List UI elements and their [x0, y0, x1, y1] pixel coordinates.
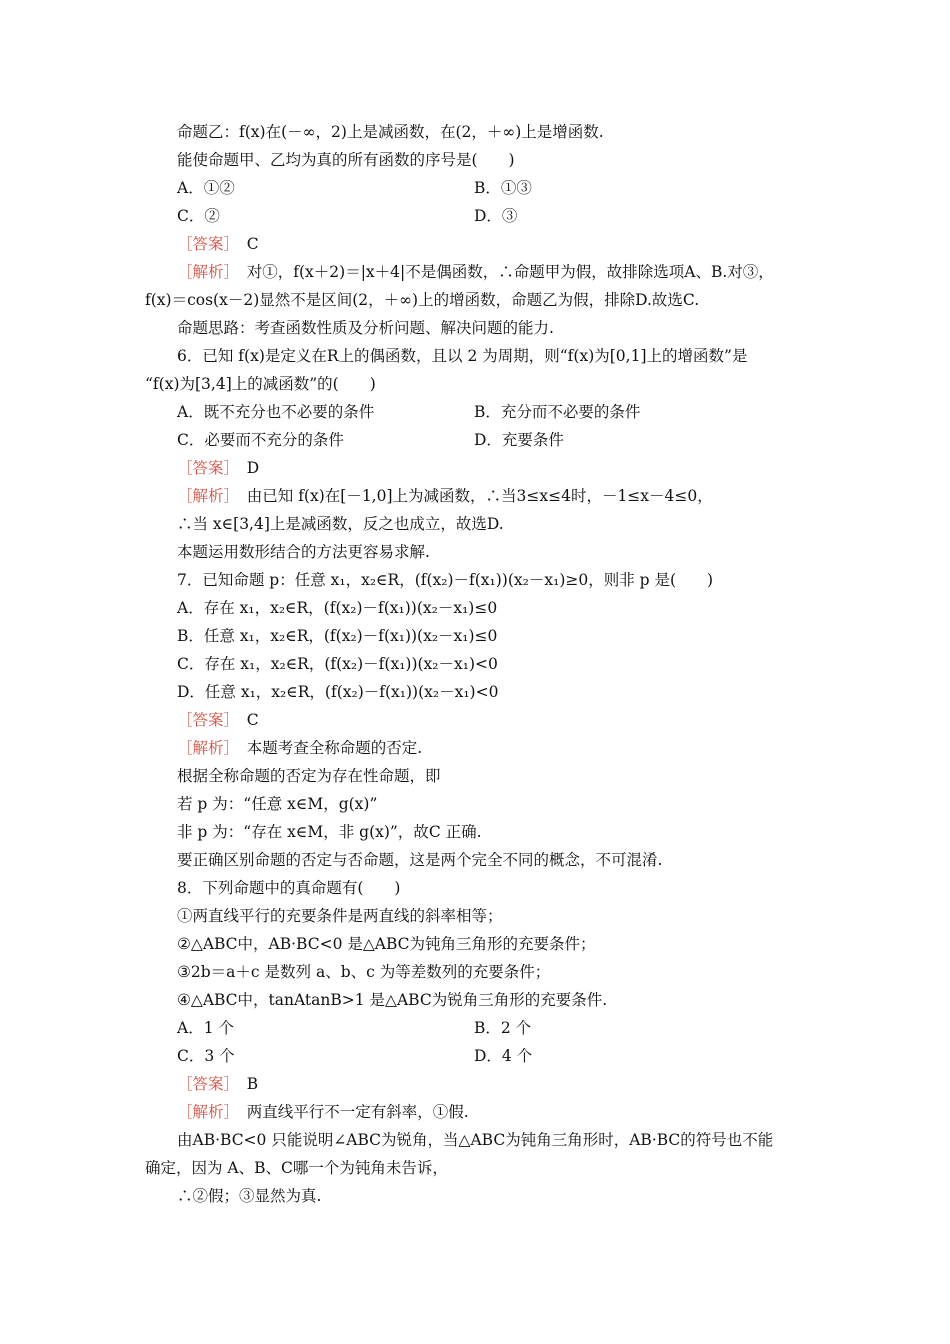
text-line: 非 p 为：“存在 x∈M，非 g(x)”，故C 正确. — [177, 823, 482, 841]
section-tag: ［答案］ — [177, 235, 232, 253]
text-line: 本题运用数形结合的方法更容易求解. — [177, 543, 430, 561]
text-line: ∴②假；③显然为真. — [177, 1187, 322, 1205]
section-tag: ［答案］ — [177, 459, 232, 477]
option-row — [177, 430, 797, 450]
section-tag: ［解析］ — [177, 1103, 232, 1121]
text-line: 确定，因为 A、B、C哪一个为钝角未告诉， — [145, 1159, 448, 1177]
section-text: D — [231, 459, 260, 477]
option-row — [177, 178, 797, 198]
text-line: ②△ABC中，AB·BC<0 是△ABC为钝角三角形的充要条件； — [177, 935, 596, 953]
option-right: B．①③ — [474, 179, 532, 197]
text-line: A．存在 x₁，x₂∈R，(f(x₂)－f(x₁))(x₂－x₁)≤0 — [177, 599, 498, 617]
option-right: D．4 个 — [474, 1047, 533, 1065]
option-row — [177, 206, 797, 226]
section-tag: ［答案］ — [177, 1075, 232, 1093]
option-left: C．② — [177, 207, 220, 225]
section-text: 由已知 f(x)在[－1,0]上为减函数，∴当3≤x≤4时，－1≤x－4≤0， — [231, 487, 713, 505]
text-line: C．存在 x₁，x₂∈R，(f(x₂)－f(x₁))(x₂－x₁)<0 — [177, 655, 498, 673]
option-row — [177, 1046, 797, 1066]
section-text: B — [231, 1075, 259, 1093]
text-line: 命题乙：f(x)在(－∞，2)上是减函数，在(2，＋∞)上是增函数. — [177, 123, 604, 141]
section-tag: ［答案］ — [177, 711, 232, 729]
text-line: ④△ABC中，tanAtanB>1 是△ABC为锐角三角形的充要条件. — [177, 991, 608, 1009]
text-line: 要正确区别命题的否定与否命题，这是两个完全不同的概念，不可混淆. — [177, 851, 663, 869]
option-row — [177, 1018, 797, 1038]
option-right: B．充分而不必要的条件 — [474, 403, 641, 421]
labeled-line — [177, 262, 774, 282]
labeled-line — [177, 234, 259, 254]
option-left: A．既不充分也不必要的条件 — [177, 403, 375, 421]
text-line: 根据全称命题的否定为存在性命题，即 — [177, 767, 441, 785]
labeled-line — [177, 1102, 469, 1122]
section-text: 对①，f(x＋2)＝|x＋4|不是偶函数，∴命题甲为假，故排除选项A、B.对③， — [231, 263, 774, 281]
text-line: 7．已知命题 p：任意 x₁，x₂∈R，(f(x₂)－f(x₁))(x₂－x₁)≥0，则非 p 是( ) — [177, 571, 714, 589]
text-line: B．任意 x₁，x₂∈R，(f(x₂)－f(x₁))(x₂－x₁)≤0 — [177, 627, 498, 645]
text-line: 能使命题甲、乙均为真的所有函数的序号是( ) — [177, 151, 515, 169]
labeled-line — [177, 1074, 258, 1094]
section-text: 本题考查全称命题的否定. — [231, 739, 423, 757]
text-line: ③2b＝a＋c 是数列 a、b、c 为等差数列的充要条件； — [177, 963, 551, 981]
option-left: A．1 个 — [177, 1019, 234, 1037]
text-line: f(x)＝cos(x－2)显然不是区间(2，＋∞)上的增函数，命题乙为假，排除D.故选C. — [145, 291, 700, 309]
option-left: C．必要而不充分的条件 — [177, 431, 344, 449]
text-line: ①两直线平行的充要条件是两直线的斜率相等； — [177, 907, 503, 925]
labeled-line — [177, 486, 713, 506]
text-line: 由AB·BC<0 只能说明∠ABC为锐角，当△ABC为钝角三角形时，AB·BC的符号也不能 — [177, 1131, 774, 1149]
option-right: B．2 个 — [474, 1019, 532, 1037]
text-line: 6．已知 f(x)是定义在R上的偶函数，且以 2 为周期，则“f(x)为[0,1]上的增函数”是 — [177, 347, 748, 365]
text-line: ∴当 x∈[3,4]上是减函数，反之也成立，故选D. — [177, 515, 504, 533]
option-row — [177, 402, 797, 422]
option-left: C．3 个 — [177, 1047, 235, 1065]
section-tag: ［解析］ — [177, 739, 232, 757]
labeled-line — [177, 710, 259, 730]
option-left: A．①② — [177, 179, 235, 197]
section-text: C — [231, 711, 259, 729]
section-text: C — [231, 235, 259, 253]
text-line: 8．下列命题中的真命题有( ) — [177, 879, 401, 897]
option-right: D．③ — [474, 207, 518, 225]
section-tag: ［解析］ — [177, 263, 232, 281]
labeled-line — [177, 458, 259, 478]
text-line: “f(x)为[3,4]上的减函数”的( ) — [145, 375, 376, 393]
section-text: 两直线平行不一定有斜率，①假. — [231, 1103, 469, 1121]
section-tag: ［解析］ — [177, 487, 232, 505]
text-line: 若 p 为：“任意 x∈M，g(x)” — [177, 795, 378, 813]
text-line: 命题思路：考查函数性质及分析问题、解决问题的能力. — [177, 319, 554, 337]
text-line: D．任意 x₁，x₂∈R，(f(x₂)－f(x₁))(x₂－x₁)<0 — [177, 683, 499, 701]
option-right: D．充要条件 — [474, 431, 564, 449]
labeled-line — [177, 738, 422, 758]
